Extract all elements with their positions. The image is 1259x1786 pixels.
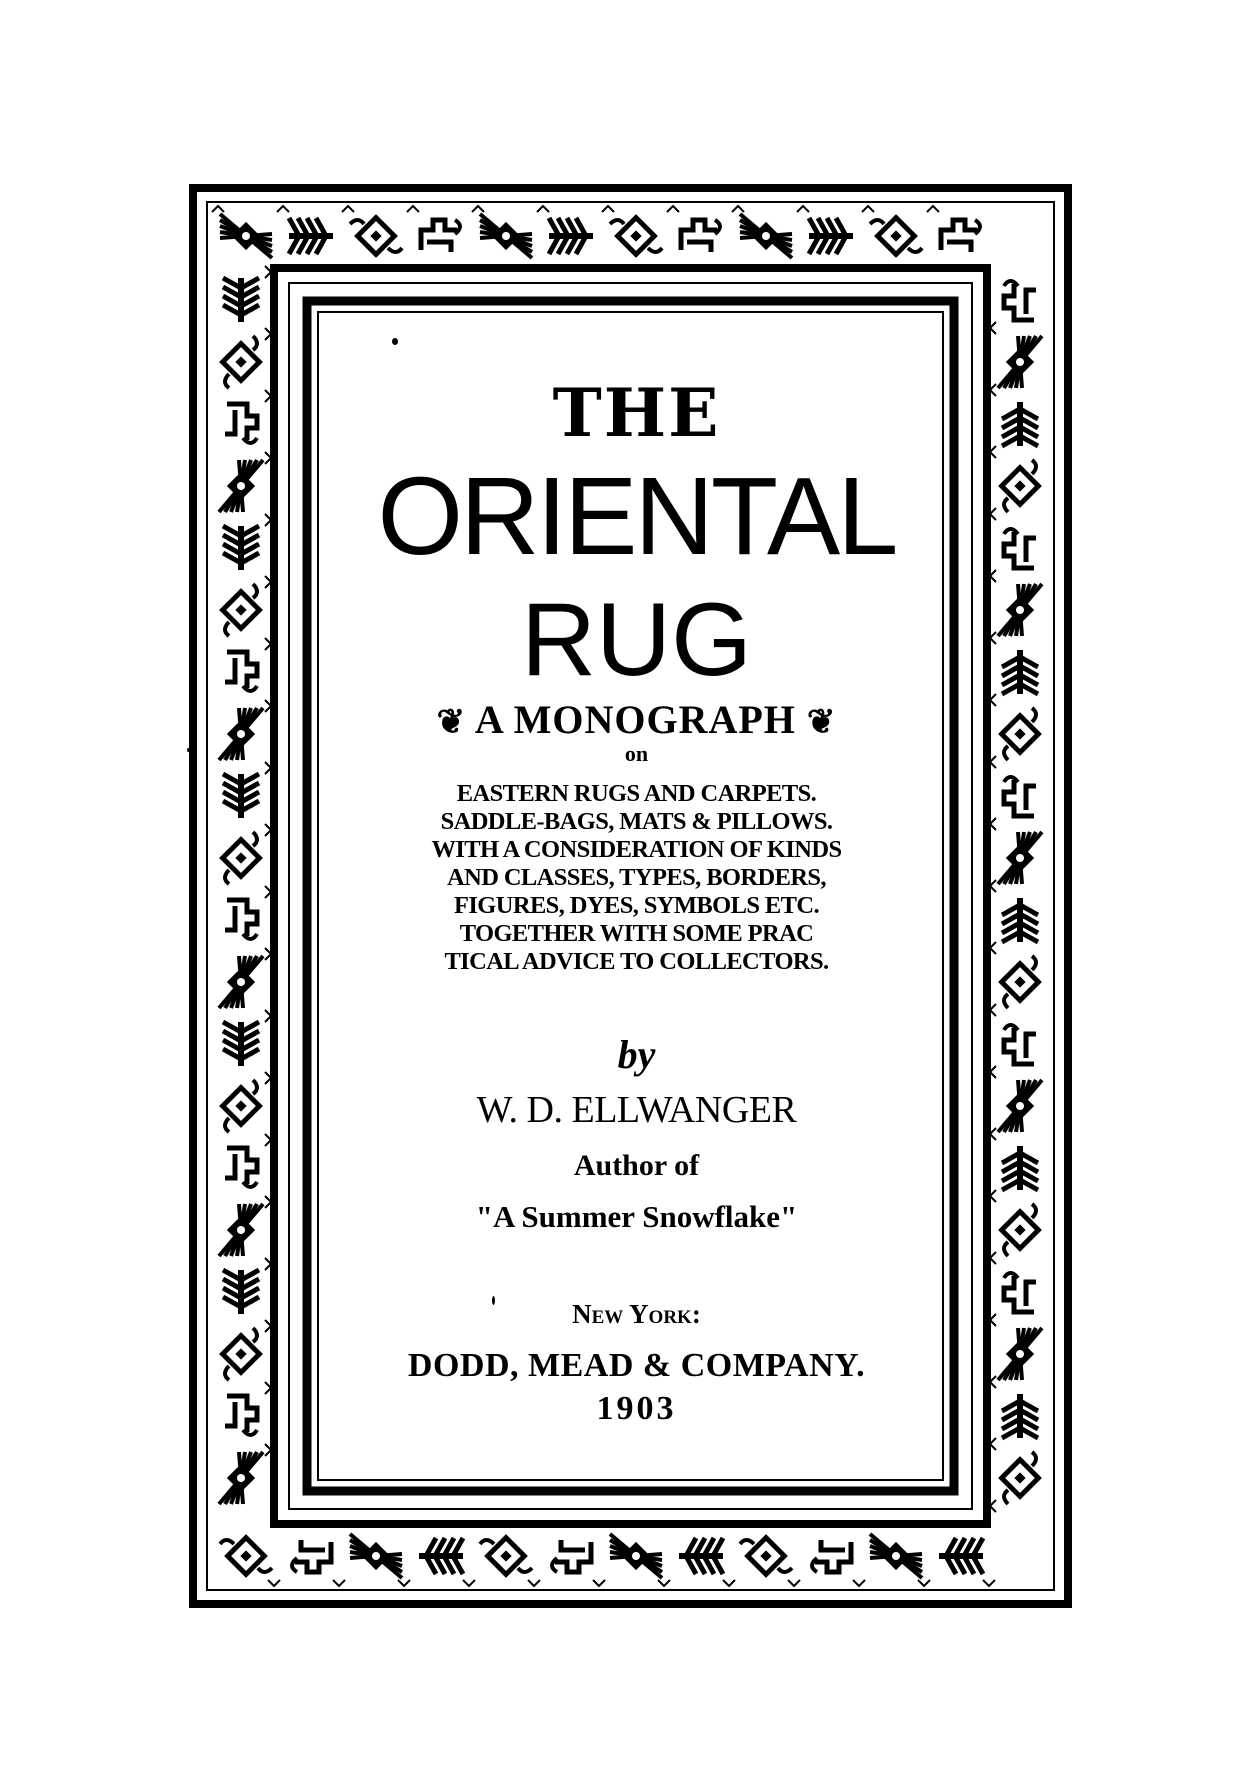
publisher-name: DODD, MEAD & COMPANY.	[407, 1347, 866, 1384]
title-rug: RUG	[520, 582, 753, 698]
rug-motif-icon	[990, 777, 1036, 830]
rug-motif-icon	[342, 206, 402, 254]
title-the: THE	[552, 374, 721, 452]
rug-motif-icon	[537, 206, 593, 254]
rug-motif-icon	[990, 1394, 1038, 1450]
rug-motif-icon	[225, 1134, 271, 1187]
rug-motif-icon	[219, 948, 271, 1008]
title-oriental: ORIENTAL	[377, 455, 896, 578]
rug-motif-icon	[223, 824, 271, 884]
rug-motif-icon	[990, 529, 1036, 582]
rug-motif-icon	[990, 1273, 1036, 1326]
description-line: SADDLE-BAGS, MATS & PILLOWS.	[440, 808, 833, 835]
rug-motif-icon	[990, 402, 1038, 458]
rug-motif-icon	[679, 1538, 735, 1586]
rug-motif-icon	[610, 1534, 670, 1586]
rug-motif-icon	[990, 460, 1038, 520]
description-line: EASTERN RUGS AND CARPETS.	[456, 780, 817, 807]
description-line: WITH A CONSIDERATION OF KINDS	[431, 836, 842, 863]
rug-motif-icon	[223, 1072, 271, 1132]
author-of-label: Author of	[573, 1149, 700, 1182]
description-line: TICAL ADVICE TO COLLECTORS.	[444, 948, 829, 975]
rug-motif-icon	[990, 650, 1038, 706]
rug-motif-icon	[225, 1382, 271, 1435]
rug-motif-icon	[225, 886, 271, 939]
ornament-icon: ❦	[806, 704, 837, 741]
rug-motif-icon	[812, 1540, 865, 1586]
print-speck	[187, 748, 190, 752]
rug-motif-icon	[219, 1196, 271, 1256]
rug-motif-icon	[292, 1540, 345, 1586]
rug-motif-icon	[225, 638, 271, 691]
rug-motif-icon	[472, 206, 532, 258]
publisher-city: New York:	[572, 1299, 701, 1329]
rug-motif-icon	[223, 576, 271, 636]
rug-motif-icon	[990, 1146, 1038, 1202]
rug-motif-icon	[740, 1538, 800, 1586]
rug-motif-icon	[732, 206, 792, 258]
rug-motif-icon	[927, 206, 980, 252]
other-work-title: "A Summer Snowflake"	[475, 1199, 798, 1234]
rug-motif-icon	[797, 206, 853, 254]
subtitle: A MONOGRAPH	[474, 697, 796, 742]
by-line: by	[617, 1032, 656, 1077]
rug-motif-icon	[223, 266, 271, 322]
rug-motif-icon	[223, 1258, 271, 1314]
rug-motif-icon	[223, 762, 271, 818]
description-line: AND CLASSES, TYPES, BORDERS,	[447, 864, 826, 891]
subtitle-line	[323, 697, 950, 746]
rug-motif-icon	[990, 832, 1042, 892]
rug-motif-icon	[407, 206, 460, 252]
rug-motif-icon	[223, 328, 271, 388]
rug-motif-icon	[990, 336, 1042, 396]
rug-motif-icon	[223, 514, 271, 570]
rug-motif-icon	[990, 1025, 1036, 1078]
ornament-icon: ❦	[436, 704, 467, 741]
description-line: TOGETHER WITH SOME PRAC	[459, 920, 814, 947]
rug-motif-icon	[990, 584, 1042, 644]
rug-motif-icon	[419, 1538, 475, 1586]
rug-motif-icon	[870, 1534, 930, 1586]
rug-motif-icon	[277, 206, 333, 254]
rug-motif-icon	[350, 1534, 410, 1586]
rug-motif-icon	[939, 1538, 995, 1586]
rug-motif-icon	[990, 1080, 1042, 1140]
description-block	[323, 780, 950, 976]
rug-motif-icon	[990, 1204, 1038, 1264]
connector-word: on	[624, 741, 649, 766]
rug-motif-icon	[862, 206, 922, 254]
author-name: W. D. ELLWANGER	[476, 1089, 797, 1131]
rug-motif-icon	[220, 1538, 280, 1586]
rug-motif-icon	[990, 1328, 1042, 1388]
rug-motif-icon	[990, 956, 1038, 1016]
rug-motif-icon	[667, 206, 720, 252]
rug-motif-icon	[212, 206, 272, 258]
rug-motif-icon	[219, 1444, 271, 1504]
rug-motif-icon	[480, 1538, 540, 1586]
rug-motif-icon	[990, 281, 1036, 334]
publication-year: 1903	[596, 1390, 677, 1427]
rug-motif-icon	[990, 1452, 1038, 1512]
rug-motif-icon	[219, 452, 271, 512]
rug-motif-icon	[219, 700, 271, 760]
description-line: FIGURES, DYES, SYMBOLS ETC.	[454, 892, 819, 919]
rug-motif-icon	[225, 390, 271, 443]
print-speck	[492, 1296, 495, 1305]
print-speck	[392, 338, 398, 345]
rug-motif-icon	[602, 206, 662, 254]
rug-motif-icon	[223, 1320, 271, 1380]
rug-motif-icon	[552, 1540, 605, 1586]
rug-motif-icon	[990, 898, 1038, 954]
rug-motif-icon	[990, 708, 1038, 768]
rug-motif-icon	[223, 1010, 271, 1066]
